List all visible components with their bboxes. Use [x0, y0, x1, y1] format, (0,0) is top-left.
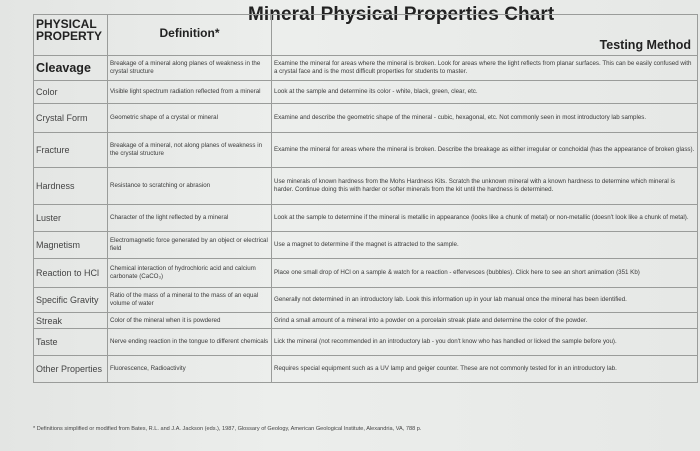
header-testing-method: Testing Method	[272, 15, 698, 56]
table-row	[34, 81, 698, 104]
table-row	[34, 56, 698, 81]
chart-title: Mineral Physical Properties Chart	[248, 4, 555, 25]
row-property: Streak	[34, 313, 108, 329]
row-definition: Electromagnetic force generated by an object or electrical field	[108, 232, 272, 259]
row-testing-method: Place one small drop of HCl on a sample & watch for a reaction - effervesces (bubbles). Click here to see an short animation (351 Kb)	[272, 259, 698, 288]
row-definition: Visible light spectrum radiation reflected from a mineral	[108, 81, 272, 104]
row-definition: Nerve ending reaction in the tongue to different chemicals	[108, 329, 272, 356]
row-testing-method: Requires special equipment such as a UV lamp and geiger counter. These are not commonly tested for in an introductory lab.	[272, 356, 698, 383]
table-row	[34, 259, 698, 288]
row-property: Luster	[34, 205, 108, 232]
row-property: Taste	[34, 329, 108, 356]
row-testing-method: Grind a small amount of a mineral into a powder on a porcelain streak plate and determine the color of the powder.	[272, 313, 698, 329]
row-definition: Ratio of the mass of a mineral to the mass of an equal volume of water	[108, 288, 272, 313]
header-property: PHYSICAL PROPERTY	[34, 15, 108, 56]
row-definition: Chemical interaction of hydrochloric acid and calcium carbonate (CaCO₃)	[108, 259, 272, 288]
table-row	[34, 356, 698, 383]
row-definition: Resistance to scratching or abrasion	[108, 168, 272, 205]
row-definition: Breakage of a mineral, not along planes of weakness in the crystal structure	[108, 133, 272, 168]
table-row	[34, 133, 698, 168]
header-definition: Definition*	[108, 15, 272, 56]
row-definition: Color of the mineral when it is powdered	[108, 313, 272, 329]
row-property: Crystal Form	[34, 104, 108, 133]
header-row	[34, 15, 698, 56]
row-testing-method: Examine the mineral for areas where the mineral is broken. Describe the breakage as either irregular or conchoidal (has the appearance of broken glass).	[272, 133, 698, 168]
row-testing-method: Look at the sample to determine if the mineral is metallic in appearance (looks like a chunk of metal) or non-metallic (doesn't look like a chunk of metal).	[272, 205, 698, 232]
row-definition: Geometric shape of a crystal or mineral	[108, 104, 272, 133]
row-definition: Breakage of a mineral along planes of weakness in the crystal structure	[108, 56, 272, 81]
row-testing-method: Generally not determined in an introductory lab. Look this information up in your lab manual once the mineral has been identified.	[272, 288, 698, 313]
row-definition: Character of the light reflected by a mineral	[108, 205, 272, 232]
properties-table	[33, 14, 698, 383]
row-property: Color	[34, 81, 108, 104]
row-testing-method: Examine and describe the geometric shape of the mineral - cubic, hexagonal, etc. Not commonly seen in most introductory lab samples.	[272, 104, 698, 133]
row-property: Hardness	[34, 168, 108, 205]
row-definition: Fluorescence, Radioactivity	[108, 356, 272, 383]
table-row	[34, 329, 698, 356]
row-testing-method: Lick the mineral (not recommended in an introductory lab - you don't know who has handled or licked the sample before you).	[272, 329, 698, 356]
row-property: Fracture	[34, 133, 108, 168]
table-row	[34, 104, 698, 133]
row-testing-method: Look at the sample and determine its color - white, black, green, clear, etc.	[272, 81, 698, 104]
row-property: Cleavage	[34, 56, 108, 81]
row-property: Other Properties	[34, 356, 108, 383]
table-row	[34, 288, 698, 313]
table-row	[34, 232, 698, 259]
table-row	[34, 205, 698, 232]
table-row	[34, 313, 698, 329]
row-property: Magnetism	[34, 232, 108, 259]
row-property: Reaction to HCl	[34, 259, 108, 288]
row-testing-method: Use a magnet to determine if the magnet is attracted to the sample.	[272, 232, 698, 259]
row-testing-method: Use minerals of known hardness from the Mohs Hardness Kits. Scratch the unknown mineral with a known hardness to determine which mineral is harder. Continue doing this with harder or softer minerals from the kit until the hardness is determined.	[272, 168, 698, 205]
table-row	[34, 168, 698, 205]
row-testing-method: Examine the mineral for areas where the mineral is broken. Look for areas where the light reflects from planar surfaces. This can be easily confused with a crystal face and is the most difficult properties for students to master.	[272, 56, 698, 81]
row-property: Specific Gravity	[34, 288, 108, 313]
footnote: * Definitions simplified or modified from Bates, R.L. and J.A. Jackson (eds.), 1987, Glossary of Geology, American Geological Institute, Alexandria, VA, 788 p.	[33, 426, 422, 432]
